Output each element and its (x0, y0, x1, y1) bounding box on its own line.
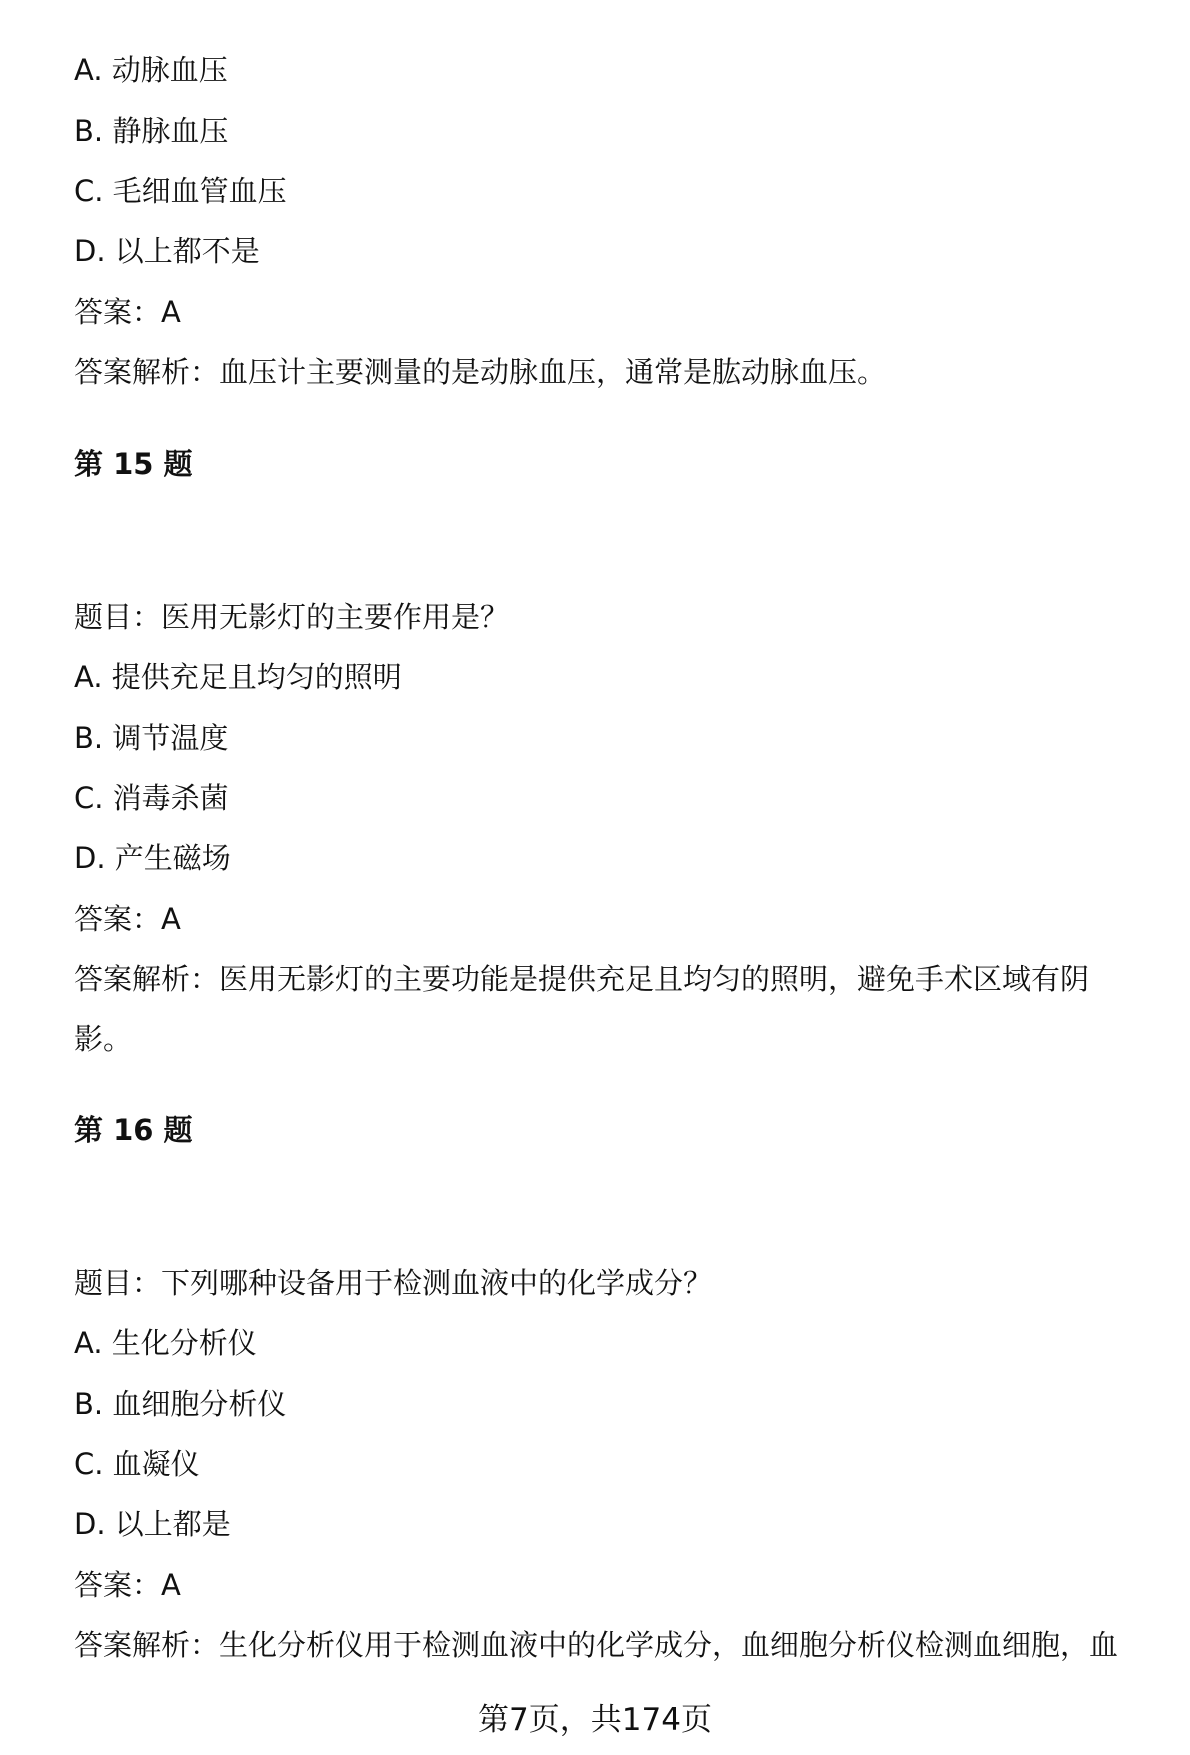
q15-option-a: A. 提供充足且均匀的照明 (74, 660, 402, 694)
q16-option-d: D. 以上都是 (74, 1507, 231, 1541)
q15-answer: 答案：A (74, 902, 181, 936)
q16-option-a: A. 生化分析仪 (74, 1326, 257, 1360)
q15-analysis-line-2: 影。 (74, 1022, 133, 1056)
q16-heading: 第 16 题 (74, 1113, 193, 1147)
q15-question: 题目：医用无影灯的主要作用是？ (74, 600, 510, 634)
q14-answer: 答案：A (74, 295, 181, 329)
q14-option-a: A. 动脉血压 (74, 53, 228, 87)
q15-heading: 第 15 题 (74, 447, 193, 481)
q16-option-c: C. 血凝仪 (74, 1447, 200, 1481)
q14-analysis: 答案解析：血压计主要测量的是动脉血压，通常是肱动脉血压。 (74, 355, 887, 389)
q16-question: 题目：下列哪种设备用于检测血液中的化学成分？ (74, 1266, 713, 1300)
q14-option-c: C. 毛细血管血压 (74, 174, 287, 208)
q14-option-d: D. 以上都不是 (74, 234, 260, 268)
q16-analysis-line-1: 答案解析：生化分析仪用于检测血液中的化学成分，血细胞分析仪检测血细胞，血 (74, 1628, 1119, 1662)
q14-option-b: B. 静脉血压 (74, 114, 229, 148)
q16-option-b: B. 血细胞分析仪 (74, 1387, 287, 1421)
page-number-footer: 第7页，共174页 (478, 1702, 712, 1738)
q15-option-d: D. 产生磁场 (74, 841, 231, 875)
q15-option-c: C. 消毒杀菌 (74, 781, 229, 815)
q15-analysis-line-1: 答案解析：医用无影灯的主要功能是提供充足且均匀的照明，避免手术区域有阴 (74, 962, 1090, 996)
q16-answer: 答案：A (74, 1568, 181, 1602)
q15-option-b: B. 调节温度 (74, 721, 229, 755)
